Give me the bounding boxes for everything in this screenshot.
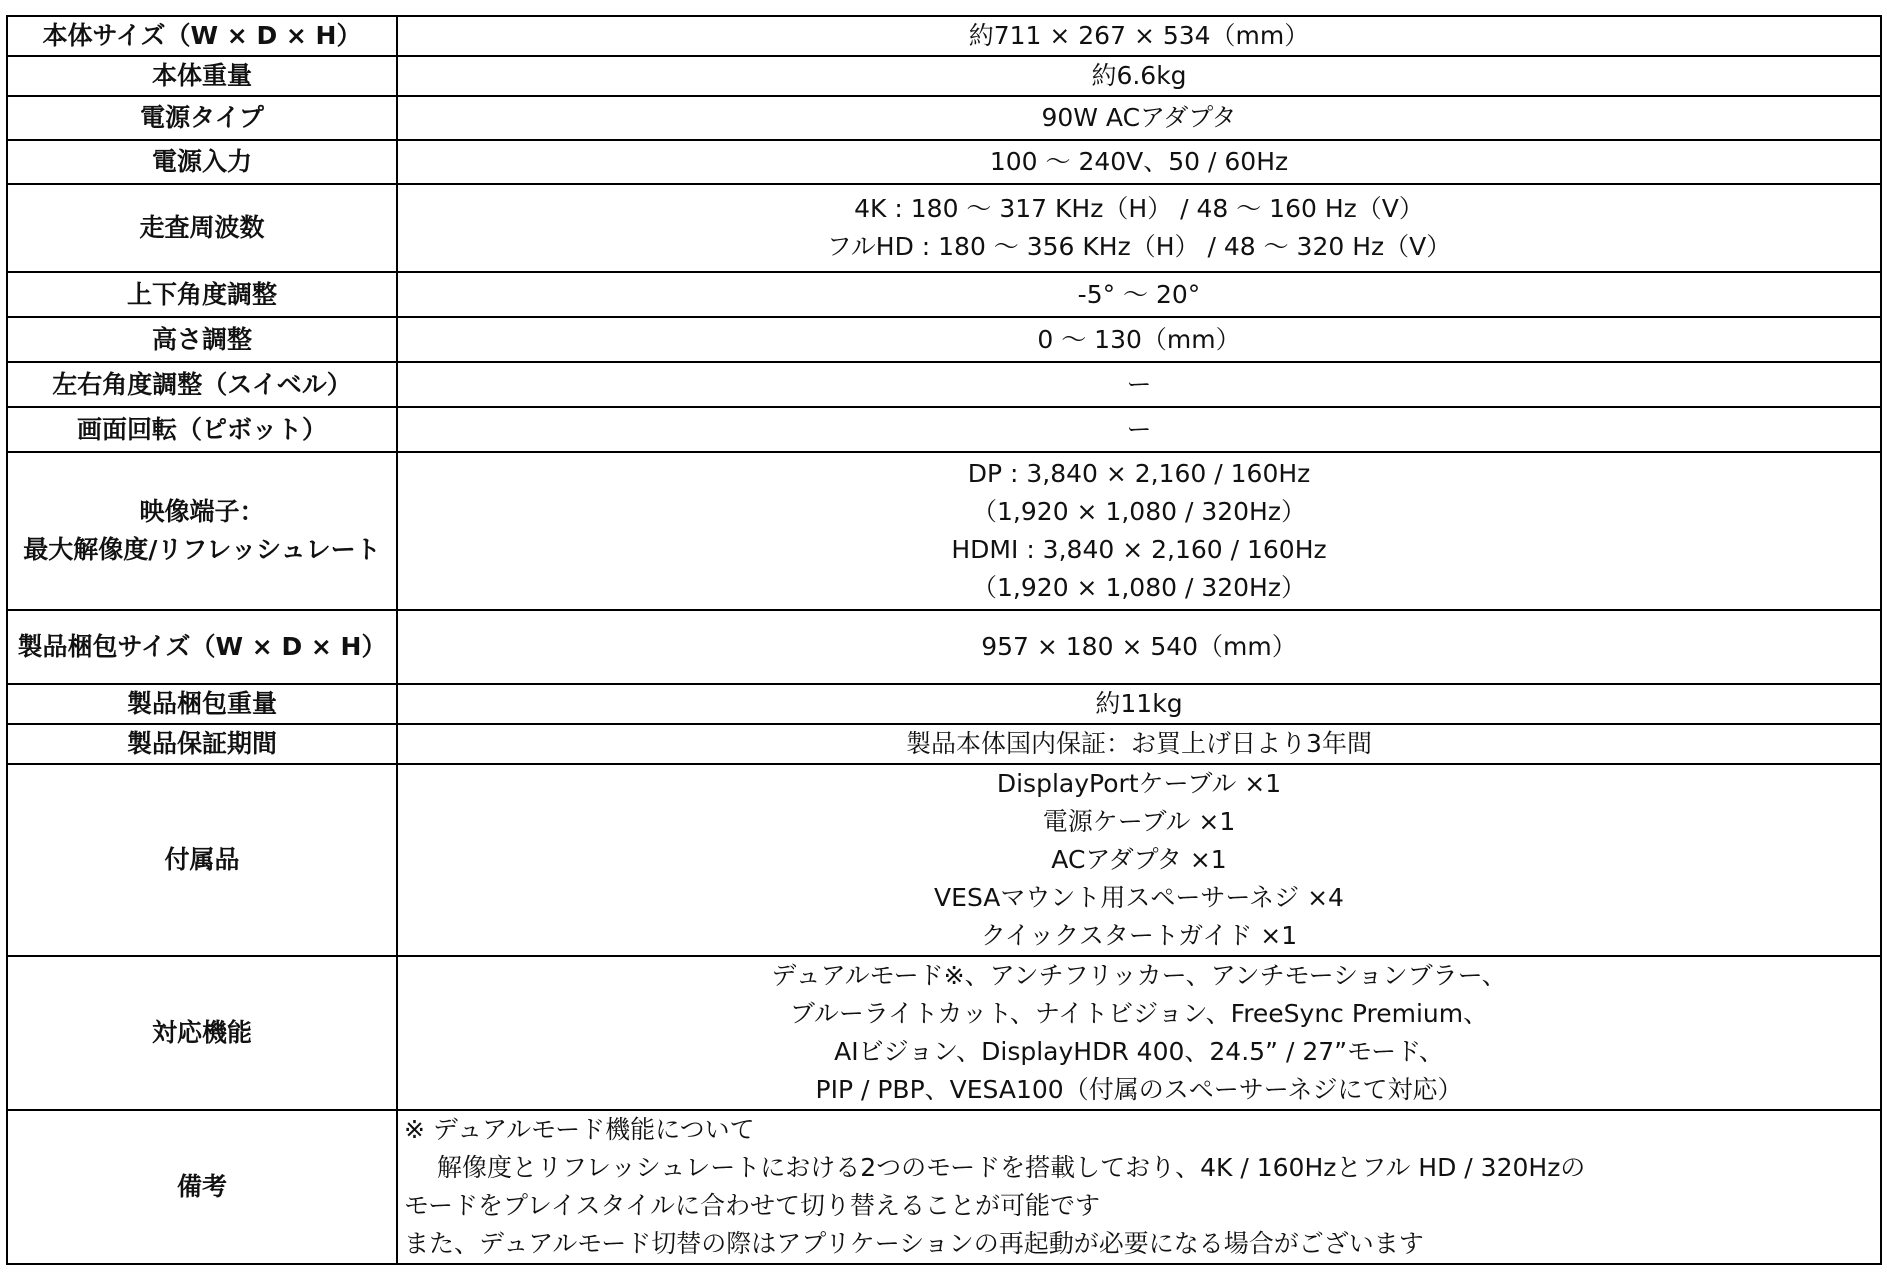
table-row: [7, 452, 1881, 610]
row-value: 約711 × 267 × 534（mm）: [397, 16, 1881, 56]
row-label: 製品梱包重量: [7, 684, 397, 724]
table-row: [7, 272, 1881, 317]
row-value: 0 ～ 130（mm）: [397, 317, 1881, 362]
table-row: [7, 140, 1881, 184]
row-label: 電源入力: [7, 140, 397, 184]
table-row: [7, 317, 1881, 362]
row-label: 画面回転（ピボット）: [7, 407, 397, 452]
row-value: ー: [397, 362, 1881, 407]
row-value: 製品本体国内保証：お買上げ日より3年間: [397, 724, 1881, 764]
row-label: 上下角度調整: [7, 272, 397, 317]
table-row: [7, 610, 1881, 684]
row-label: 電源タイプ: [7, 96, 397, 140]
row-value: DP : 3,840 × 2,160 / 160Hz （1,920 × 1,080 / 320Hz） HDMI : 3,840 × 2,160 / 160Hz （1,920 × 1,080 / 320Hz）: [397, 452, 1881, 610]
row-label: 左右角度調整（スイベル）: [7, 362, 397, 407]
row-value: 約6.6kg: [397, 56, 1881, 96]
row-value: -5° ～ 20°: [397, 272, 1881, 317]
table-row: [7, 96, 1881, 140]
row-value: 約11kg: [397, 684, 1881, 724]
row-value: DisplayPortケーブル ×1 電源ケーブル ×1 ACアダプタ ×1 VESAマウント用スペーサーネジ ×4 クイックスタートガイド ×1: [397, 764, 1881, 956]
row-value: 90W ACアダプタ: [397, 96, 1881, 140]
table-row: [7, 184, 1881, 272]
row-label: 付属品: [7, 764, 397, 956]
row-label: 対応機能: [7, 956, 397, 1110]
row-label: 製品保証期間: [7, 724, 397, 764]
table-row: [7, 407, 1881, 452]
table-row: [7, 1110, 1881, 1264]
row-value: 100 ～ 240V、50 / 60Hz: [397, 140, 1881, 184]
table-row: [7, 16, 1881, 56]
table-row: [7, 764, 1881, 956]
row-label: 映像端子： 最大解像度/リフレッシュレート: [7, 452, 397, 610]
row-label: 走査周波数: [7, 184, 397, 272]
row-value: ー: [397, 407, 1881, 452]
table-row: [7, 56, 1881, 96]
table-row: [7, 362, 1881, 407]
table-row: [7, 724, 1881, 764]
row-value: 4K : 180 ～ 317 KHz（H） / 48 ～ 160 Hz（V） フルHD : 180 ～ 356 KHz（H） / 48 ～ 320 Hz（V）: [397, 184, 1881, 272]
spec-table: [6, 15, 1882, 1265]
row-label: 本体サイズ（W × D × H）: [7, 16, 397, 56]
table-row: [7, 684, 1881, 724]
row-value: 957 × 180 × 540（mm）: [397, 610, 1881, 684]
row-value: ※ デュアルモード機能について 解像度とリフレッシュレートにおける2つのモードを搭載しており、4K / 160Hzとフル HD / 320Hzの モードをプレイスタイルに合わせて切り替えることが可能です また、デュアルモード切替の際はアプリケーションの再起動が必要になる場合がございます: [397, 1110, 1881, 1264]
row-label: 備考: [7, 1110, 397, 1264]
row-label: 本体重量: [7, 56, 397, 96]
row-label: 製品梱包サイズ（W × D × H）: [7, 610, 397, 684]
row-label: 高さ調整: [7, 317, 397, 362]
row-value: デュアルモード※、アンチフリッカー、アンチモーションブラー、 ブルーライトカット、ナイトビジョン、FreeSync Premium、 AIビジョン、DisplayHDR 400、24.5” / 27”モード、 PIP / PBP、VESA100（付属のスペーサーネジにて対応）: [397, 956, 1881, 1110]
table-row: [7, 956, 1881, 1110]
